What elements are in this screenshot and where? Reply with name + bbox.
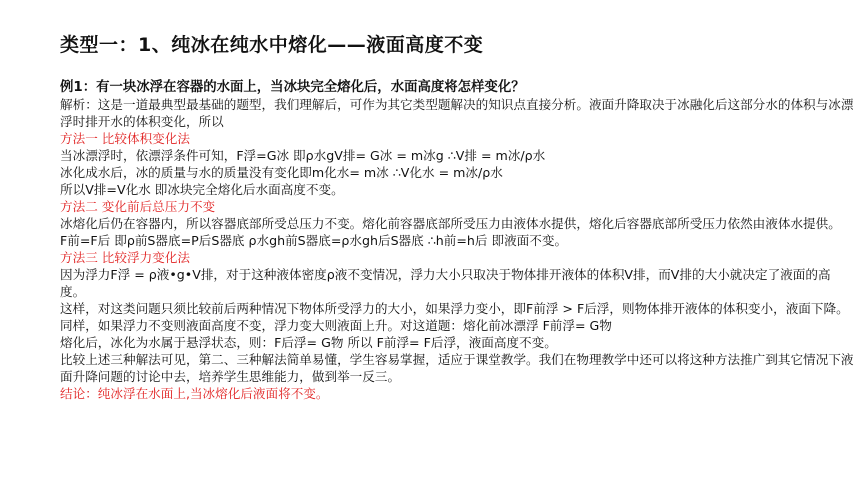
method1-line: 冰化成水后，冰的质量与水的质量没有变化即m化水= m冰 ∴V化水 = m冰/ρ水 bbox=[60, 165, 503, 180]
method3-paragraph: 这样，对这类问题只须比较前后两种情况下物体所受浮力的大小，如果浮力变小，即F前浮 > F后浮，则物体排开液体的体积变小，液面下降。同样，如果浮力不变则液面高度不变，浮力变大则液面上升。对这道题：熔化前冰漂浮 F前浮= G物 bbox=[60, 301, 849, 333]
method2-paragraph: 冰熔化后仍在容器内，所以容器底部所受总压力不变。熔化前容器底部所受压力由液体水提供，熔化后容器底部所受压力依然由液体水提供。 bbox=[60, 216, 841, 231]
method1-line: 所以V排=V化水 即冰块完全熔化后水面高度不变。 bbox=[60, 182, 344, 197]
method3-paragraph: 因为浮力F浮 = ρ液•g•V排，对于这种液体密度ρ液不变情况，浮力大小只取决于物体排开液体的体积V排，而V排的大小就决定了液面的高度。 bbox=[60, 267, 831, 299]
summary-paragraph: 比较上述三种解法可见，第二、三种解法简单易懂，学生容易掌握，适应于课堂教学。我们在物理教学中还可以将这种方法推广到其它情况下液面升降问题的讨论中去，培养学生思维能力，做到举一反三。 bbox=[60, 352, 854, 384]
method1-heading: 方法一 比较体积变化法 bbox=[60, 131, 190, 146]
method3-line: 熔化后，冰化为水属于悬浮状态，则：F后浮= G物 所以 F前浮= F后浮，液面高度不变。 bbox=[60, 335, 557, 350]
conclusion: 结论：纯冰浮在水面上,当冰熔化后液面将不变。 bbox=[60, 386, 329, 401]
method2-heading: 方法二 变化前后总压力不变 bbox=[60, 199, 216, 214]
slide-title: 类型一：1、纯冰在纯水中熔化——液面高度不变 bbox=[60, 34, 484, 56]
slide-body bbox=[60, 79, 855, 402]
analysis-paragraph: 解析：这是一道最典型最基础的题型，我们理解后，可作为其它类型题解决的知识点直接分析。液面升降取决于冰融化后这部分水的体积与冰漂浮时排开水的体积变化，所以 bbox=[60, 97, 854, 129]
method3-heading: 方法三 比较浮力变化法 bbox=[60, 250, 190, 265]
method1-line: 当冰漂浮时，依漂浮条件可知，F浮=G冰 即ρ水gV排= G冰 = m冰g ∴V排 = m冰/ρ水 bbox=[60, 148, 546, 163]
method2-formula: F前=F后 即ρ前S器底=P后S器底 ρ水gh前S器底=ρ水gh后S器底 ∴h前=h后 即液面不变。 bbox=[60, 233, 568, 248]
example-heading: 例1：有一块冰浮在容器的水面上，当冰块完全熔化后，水面高度将怎样变化？ bbox=[60, 80, 525, 95]
